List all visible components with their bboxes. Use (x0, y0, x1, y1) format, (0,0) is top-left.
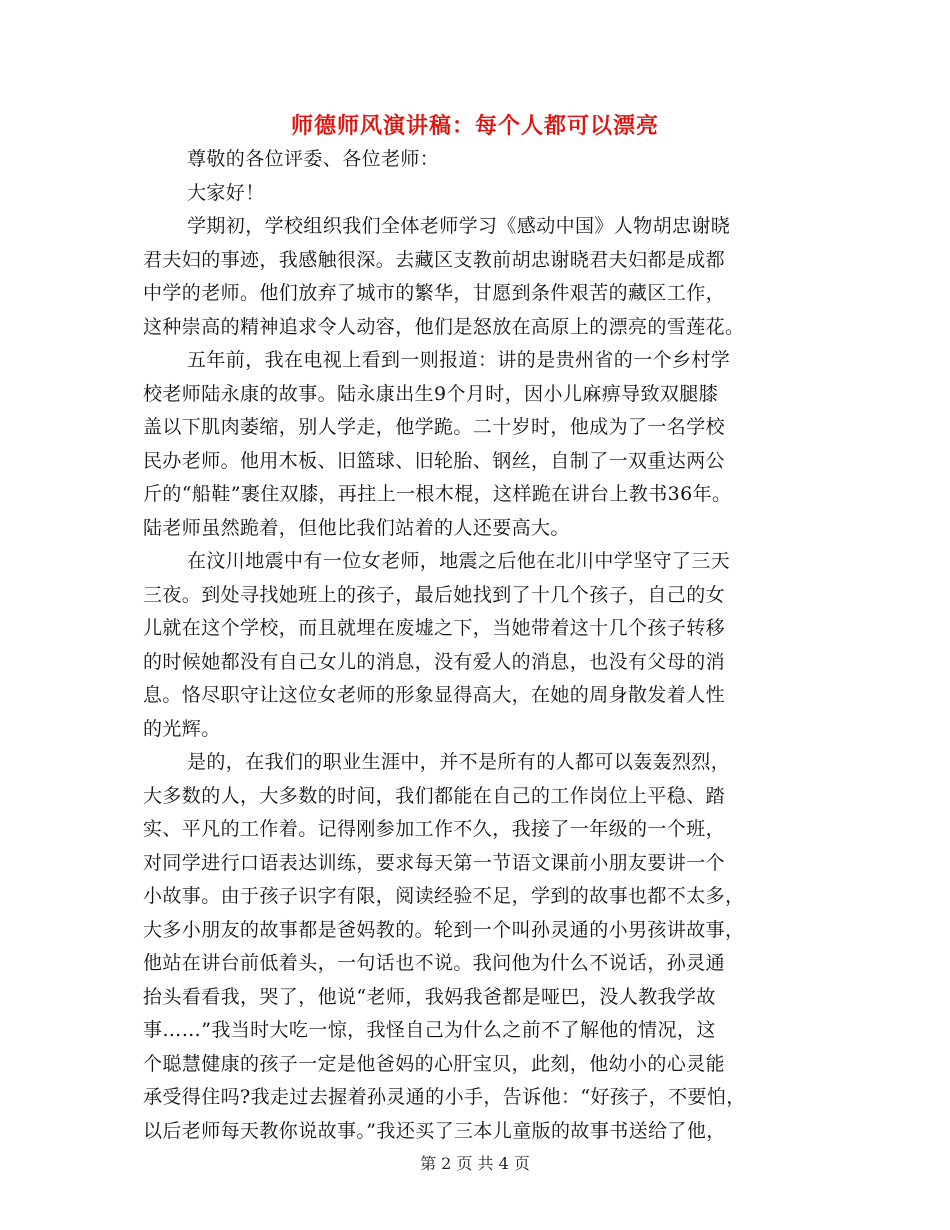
text-line: 他站在讲台前低着头，一句话也不说。我问他为什么不说话，孙灵通 (143, 952, 726, 974)
text-line: 儿就在这个学校，而且就埋在废墟之下，当她带着这十几个孩子转移 (143, 617, 726, 639)
text-line: 在汶川地震中有一位女老师，地震之后他在北川中学坚守了三天 (187, 550, 731, 572)
text-line: 大多小朋友的故事都是爸妈教的。轮到一个叫孙灵通的小男孩讲故事， (143, 918, 745, 941)
text-line: 个聪慧健康的孩子一定是他爸妈的心肝宝贝，此刻，他幼小的心灵能 (143, 1052, 726, 1075)
text-line: 承受得住吗?我走过去握着孙灵通的小手，告诉他：“好孩子，不要怕， (143, 1086, 746, 1108)
text-line: 是的，在我们的职业生涯中，并不是所有的人都可以轰轰烈烈， (187, 751, 731, 773)
text-line: 学期初，学校组织我们全体老师学习《感动中国》人物胡忠谢晓 (187, 215, 731, 237)
text-line: 斤的“船鞋”裹住双膝，再拄上一根木棍，这样跪在讲台上教书36年。 (143, 483, 732, 505)
text-line: 大家好！ (187, 181, 265, 204)
text-line: 抬头看看我，哭了，他说“老师，我妈我爸都是哑巴，没人教我学故 (143, 985, 716, 1008)
text-line: 的光辉。 (143, 717, 221, 740)
text-line: 大多数的人，大多数的时间，我们都能在自己的工作岗位上平稳、踏 (143, 784, 726, 807)
text-line: 对同学进行口语表达训练，要求每天第一节语文课前小朋友要讲一个 (143, 851, 726, 874)
text-line: 君夫妇的事迹，我感触很深。去藏区支教前胡忠谢晓君夫妇都是成都 (143, 248, 726, 271)
text-line: 中学的老师。他们放弃了城市的繁华，甘愿到条件艰苦的藏区工作， (143, 282, 726, 304)
text-line: 这种崇高的精神追求令人动容，他们是怒放在高原上的漂亮的雪莲花。 (143, 315, 745, 338)
text-line: 尊敬的各位评委、各位老师： (187, 148, 440, 170)
page-footer: 第 2 页 共 4 页 (420, 1154, 530, 1173)
text-line: 实、平凡的工作着。记得刚参加工作不久，我接了一年级的一个班， (143, 818, 726, 840)
text-line: 盖以下肌肉萎缩，别人学走，他学跪。二十岁时，他成为了一名学校 (143, 416, 726, 438)
text-line: 五年前，我在电视上看到一则报道：讲的是贵州省的一个乡村学 (187, 349, 731, 371)
text-line: 民办老师。他用木板、旧篮球、旧轮胎、钢丝，自制了一双重达两公 (143, 449, 726, 472)
text-line: 三夜。到处寻找她班上的孩子，最后她找到了十几个孩子，自己的女 (143, 583, 726, 606)
document-title: 师德师风演讲稿：每个人都可以漂亮 (290, 113, 659, 139)
text-line: 的时候她都没有自己女儿的消息，没有爱人的消息，也没有父母的消 (143, 650, 726, 673)
text-line: 事……”我当时大吃一惊，我怪自己为什么之前不了解他的情况，这 (143, 1019, 716, 1041)
text-line: 校老师陆永康的故事。陆永康出生9个月时，因小儿麻痹导致双腿膝 (143, 382, 719, 405)
text-line: 陆老师虽然跪着，但他比我们站着的人还要高大。 (143, 516, 570, 539)
document-body (143, 143, 823, 1148)
text-line: 息。恪尽职守让这位女老师的形象显得高大，在她的周身散发着人性 (143, 684, 726, 706)
text-line: 小故事。由于孩子识字有限，阅读经验不足，学到的故事也都不太多， (143, 885, 745, 907)
text-line: 以后老师每天教你说故事。”我还买了三本儿童版的故事书送给了他， (143, 1119, 726, 1142)
